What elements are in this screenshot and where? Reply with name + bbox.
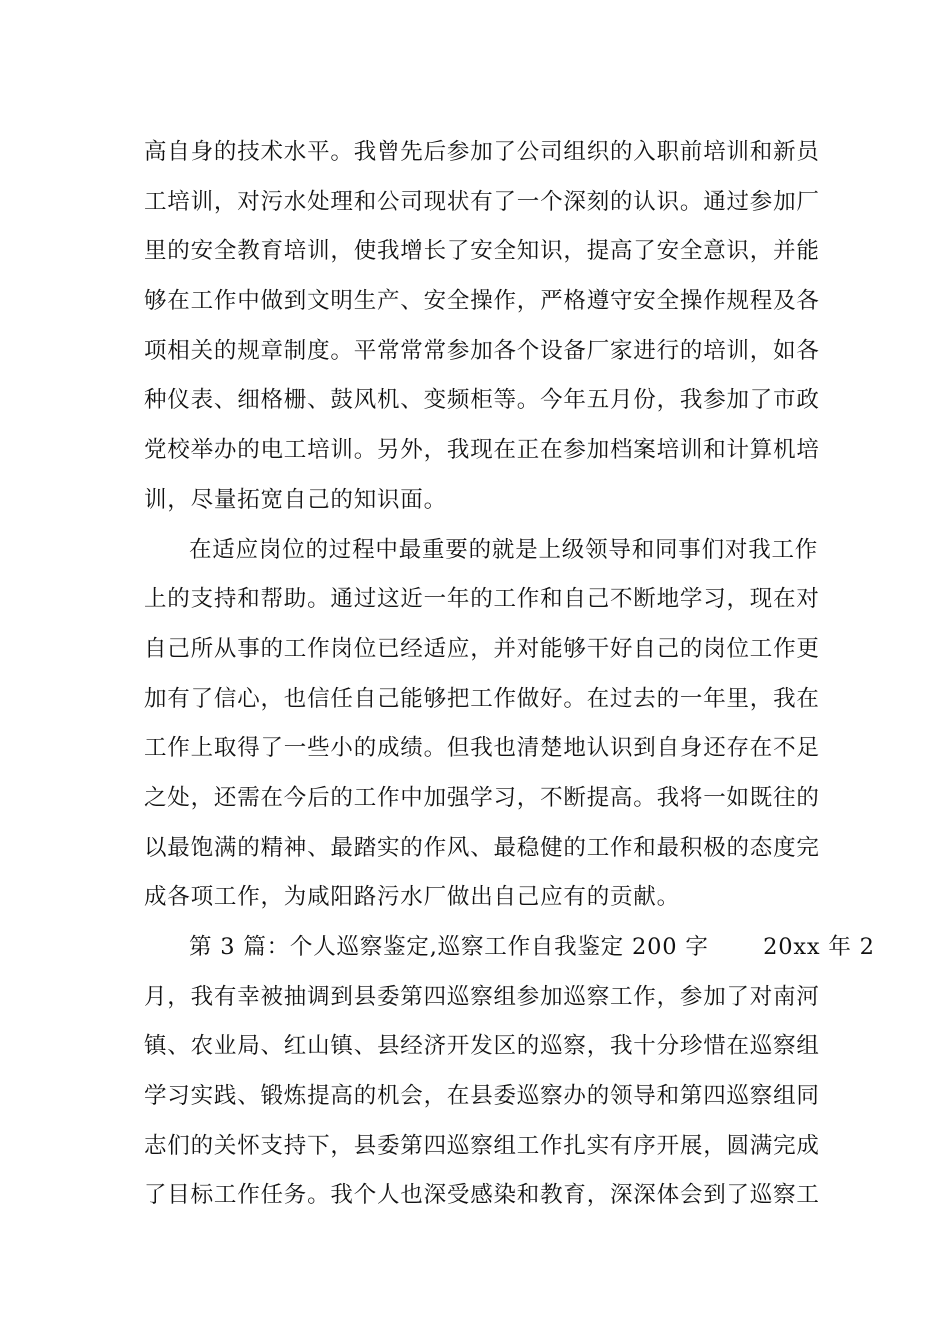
text-line: 之处，还需在今后的工作中加强学习，不断提高。我将一如既往的 [144, 784, 820, 811]
text-line: 加有了信心，也信任自己能够把工作做好。在过去的一年里，我在 [144, 685, 820, 712]
text-line: 训，尽量拓宽自己的知识面。 [144, 486, 447, 513]
text-line: 党校举办的电工培训。另外，我现在正在参加档案培训和计算机培 [144, 437, 820, 464]
text-line-indented: 第 3 篇：个人巡察鉴定,巡察工作自我鉴定 200 字 20xx 年 2 [189, 934, 875, 960]
text-line: 工作上取得了一些小的成绩。但我也清楚地认识到自身还存在不足 [144, 735, 820, 762]
text-line: 种仪表、细格栅、鼓风机、变频柜等。今年五月份，我参加了市政 [144, 387, 820, 414]
text-line: 高自身的技术水平。我曾先后参加了公司组织的入职前培训和新员 [144, 139, 820, 165]
document-body [144, 128, 875, 1221]
text-line: 学习实践、锻炼提高的机会，在县委巡察办的领导和第四巡察组同 [144, 1083, 820, 1110]
text-line: 项相关的规章制度。平常常常参加各个设备厂家进行的培训，如各 [144, 337, 820, 364]
text-line: 上的支持和帮助。通过这近一年的工作和自己不断地学习，现在对 [144, 586, 820, 613]
text-line: 够在工作中做到文明生产、安全操作，严格遵守安全操作规程及各 [144, 288, 820, 315]
text-line: 以最饱满的精神、最踏实的作风、最稳健的工作和最积极的态度完 [144, 834, 820, 861]
paragraph-adaptation [144, 526, 820, 924]
paragraph-training [144, 128, 820, 526]
text-line: 了目标工作任务。我个人也深受感染和教育，深深体会到了巡察工 [144, 1182, 820, 1209]
paragraph-inspection [144, 923, 875, 1221]
text-line: 月，我有幸被抽调到县委第四巡察组参加巡察工作，参加了对南河 [144, 983, 820, 1010]
text-line: 志们的关怀支持下，县委第四巡察组工作扎实有序开展，圆满完成 [144, 1132, 820, 1159]
text-line-indented: 在适应岗位的过程中最重要的就是上级领导和同事们对我工作 [189, 536, 819, 563]
text-line: 工培训，对污水处理和公司现状有了一个深刻的认识。通过参加厂 [144, 188, 820, 215]
text-line: 镇、农业局、红山镇、县经济开发区的巡察，我十分珍惜在巡察组 [144, 1033, 820, 1060]
text-line: 里的安全教育培训，使我增长了安全知识，提高了安全意识，并能 [144, 238, 820, 265]
text-line: 成各项工作，为咸阳路污水厂做出自己应有的贡献。 [144, 884, 680, 911]
text-line: 自己所从事的工作岗位已经适应，并对能够干好自己的岗位工作更 [144, 635, 820, 662]
